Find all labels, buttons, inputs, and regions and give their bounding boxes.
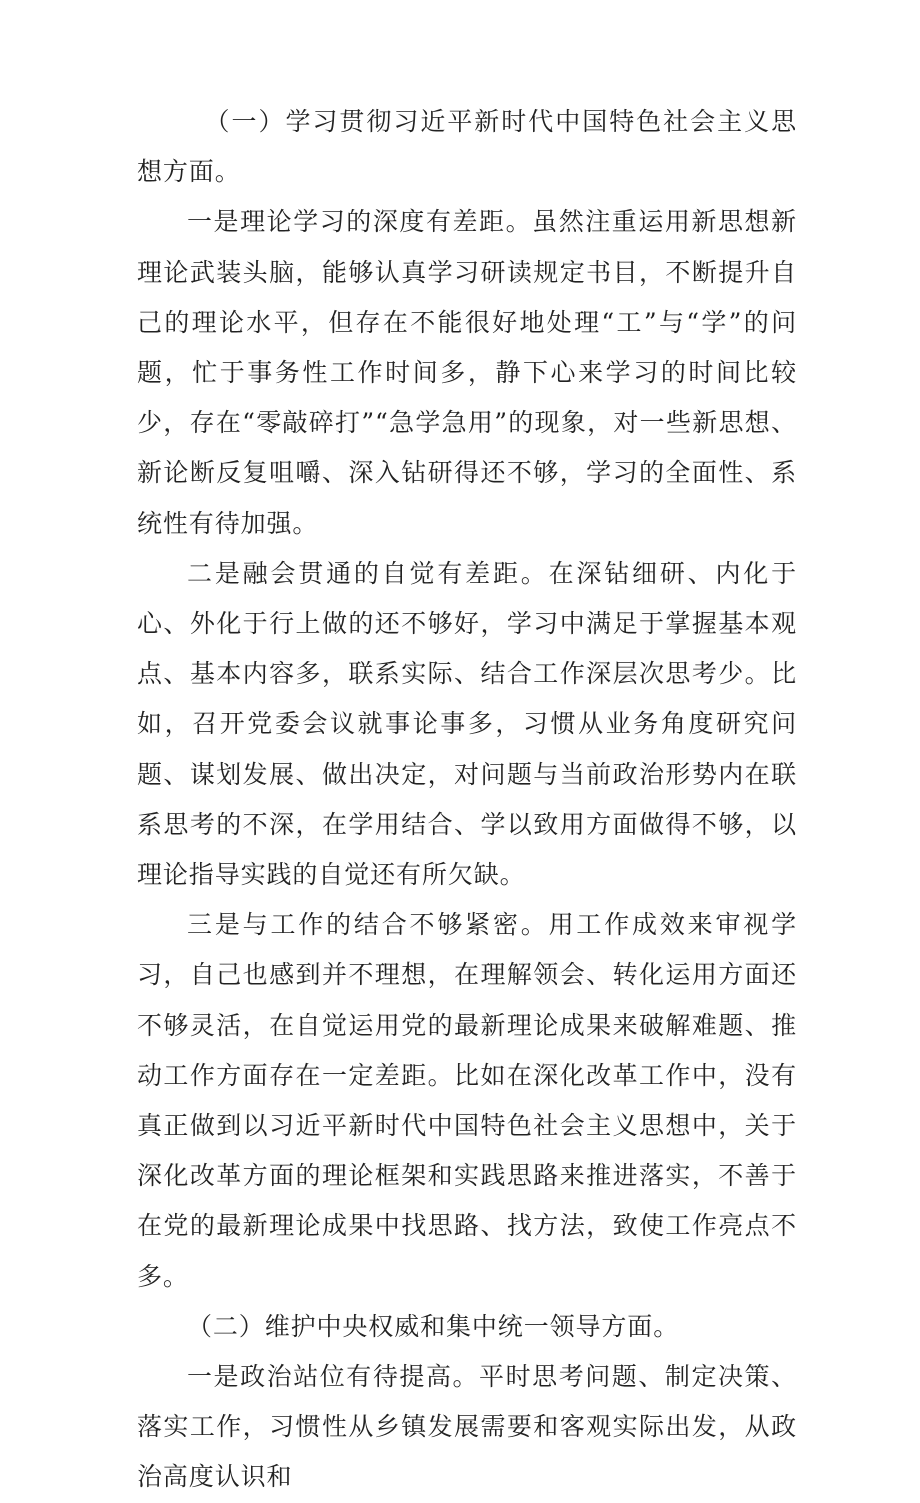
paragraph: 一是政治站位有待提高。平时思考问题、制定决策、落实工作，习惯性从乡镇发展需要和客观实际出发，从政治高度认识和 [137, 1362, 797, 1492]
section-heading: （二）维护中央权威和集中统一领导方面。 [187, 1311, 680, 1341]
paragraph: 二是融会贯通的自觉有差距。在深钻细研、内化于心、外化于行上做的还不够好，学习中满足于掌握基本观点、基本内容多，联系实际、结合工作深层次思考少。比如，召开党委会议就事论事多，习惯从业务角度研究问题、谋划发展、做出决定，对问题与当前政治形势内在联系思考的不深，在学用结合、学以致用方面做得不够，以理论指导实践的自觉还有所欠缺。 [137, 558, 797, 890]
section-heading: （一）学习贯彻习近平新时代中国特色社会主义思想方面。 [137, 107, 797, 187]
document-body [137, 97, 797, 1503]
paragraph: 一是理论学习的深度有差距。虽然注重运用新思想新理论武装头脑，能够认真学习研读规定书目，不断提升自己的理论水平，但存在不能很好地处理“工”与“学”的问题，忙于事务性工作时间多，静下心来学习的时间比较少，存在“零敲碎打”“急学急用”的现象，对一些新思想、新论断反复咀嚼、深入钻研得还不够，学习的全面性、系统性有待加强。 [137, 207, 797, 538]
paragraph: 三是与工作的结合不够紧密。用工作成效来审视学习，自己也感到并不理想，在理解领会、转化运用方面还不够灵活，在自觉运用党的最新理论成果来破解难题、推动工作方面存在一定差距。比如在深化改革工作中，没有真正做到以习近平新时代中国特色社会主义思想中，关于深化改革方面的理论框架和实践思路来推进落实，不善于在党的最新理论成果中找思路、找方法，致使工作亮点不多。 [137, 910, 797, 1291]
